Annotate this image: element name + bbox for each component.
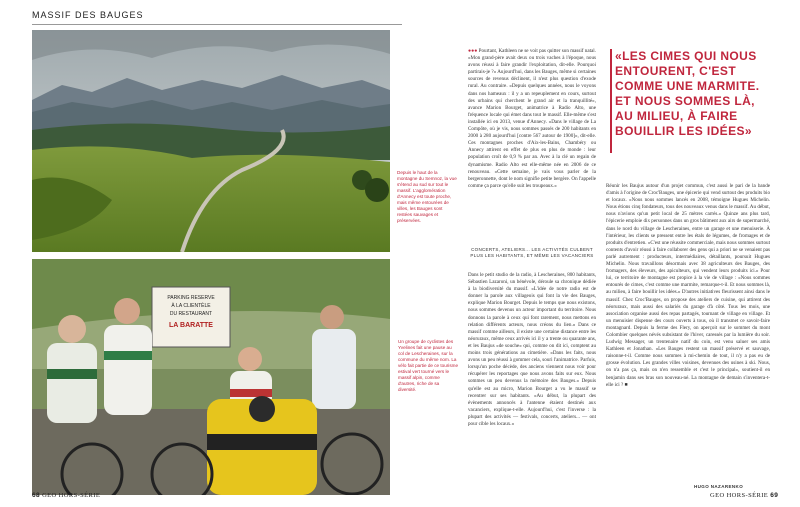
sign-line-3: DU RESTAURANT bbox=[169, 311, 213, 317]
pull-quote-rule bbox=[610, 49, 612, 153]
restaurant-sign bbox=[152, 287, 230, 347]
article-column-1a bbox=[468, 48, 596, 190]
section-title: MASSIF DES BAUGES bbox=[32, 10, 144, 20]
header-rule bbox=[32, 24, 402, 25]
article-column-2: Réunir les Baujus autour d'un projet commun, c'est aussi le pari de la bande d'amis à l'origine de Croc'Bauges, une épicerie qui vend surtout des produits bio et locaux. «Nous nous sommes lancés en 2008, témoigne Hugues Michelin. Nous étions cinq fondateurs, tous des nouveaux venus dans le massif. Au début, nous n'avions qu'un petit local de 25 mètres carrés.» Quinze ans plus tard, l'épicerie emploie dix personnes dans un gros bâtiment aux airs de supermarché, dans le nord du village de Lescheraines, entre un garage et une menuiserie. À l'intérieur, les clients se pressent entre les étals de légumes, de fromages et de produits d'entretien. «C'est une réussite commerciale, mais nous sommes surtout contents d'avoir réussi à faire collaborer des gens qui a priori ne se venaient pas parlé autrement : producteurs, intermédiaires, détaillants, poursuit Hugues Michelin. Nous travaillons désormais avec 38 agriculteurs des Bauges, des fromagers, des éleveurs, des apiculteurs, qui vendent leurs produits ici.» Pour lui, ce territoire de montagne est propice à la vie de village : «Nous sommes entourés de cimes, c'est comme une marmite, remarque-t-il. Et nous sommes là, au milieu, à faire bouillir les idées.» D'autres initiatives fleurissent ainsi dans le massif. Chez Croc'Bauges, on propose des ateliers de cuisine, qui attirent des néoruraux, mais aussi des salariés du garage d'à côté. Tous les mois, une association organise aussi des repas partagés, tournant de village en village. Et un menuisier dispense des cours ouverts à tous, où il transmet ce savoir-faire montagnard. Depuis la ferme des Flery, on aperçoit sur le sommet du mont Colombier quelques névés subsistant de l'hiver, caressés par la lumière du soir. Ludwig Messager, un trentenaire natif du coin, est venu saluer ses amis Kathleen et Jonathan. «Les Bauges restent un massif préservé et sauvage, raisonne-t-il. Comme nous sommes à mi-chemin de tout, il n'y a pas eu de grosse évolution. Les grandes villes voisines, devenues des usines à ski. Nous, on n'a pas ça, mais on n'en ressemble et c'est le principal», soutient-il en benjamin dans ses bras son nouveau-né. La montagne de demain s'inventera-t-elle ici ? ■ bbox=[606, 183, 770, 388]
cyclists-photo bbox=[32, 259, 390, 495]
pull-quote-large: «LES CIMES QUI NOUS ENTOURENT, C'EST COMME UNE MARMITE. ET NOUS SOMMES LÀ, AU MILIEU, À FAIRE BOUILLIR LES IDÉES» bbox=[615, 49, 760, 138]
article-text-1a: Pourtant, Kathleen ne se voit pas quitter son massif natal. «Mon grand-père avait deux ou trois vaches à l'époque, nous avons réussi à faire grandir l'exploitation, dit-elle. Pourquoi partirais-je ?» Aujourd'hui, dans les Bauges, même si certaines sources de revenus déclinent, il n'est plus question d'exode rural. Au contraire. «Depuis quelques années, nous le voyons dans nos hameaux : il y a un repeuplement en cours, surtout des urbains qui cherchent le grand air et la tranquillité», avance Marion Bourget, animatrice à Radio Alto, une fréquence locale qui émet dans tout le massif. Elle-même s'est installée ici en 2013, venue d'Annecy. «Dans le village de La Compôte, où je vis, nous sommes passés de 200 habitants en 2000 à 280 aujourd'hui [contre 567 autour de 1900]», dit-elle. Ces montagnes proches d'Aix-les-Bains, Chambéry ou Annecy attirent en effet de plus en plus de monde : leur population croît de 0,9 % par an. Avec à la clé un regain de dynamisme. Radio Alto est elle-même née en 2006 de ce renouveau. «Cette semaine, je vais vous parler de la bergeronnette, dont le nom signifie petite bergère. On l'appelle comme ça parce qu'elle suit les troupeaux.» bbox=[468, 48, 596, 189]
landscape-photo bbox=[32, 30, 390, 252]
sign-line-2: À LA CLIENTÈLE bbox=[171, 303, 211, 309]
article-column-1b: Dans le petit studio de la radio, à Lescheraines, 800 habitants, Sébastien Lazaroni, un bénévole, déroule sa chronique dédiée à la biodiversité du massif. «L'idée de notre radio est de donner la parole aux villageois qui font la vie des Bauges, explique Marion Bourget. Depuis le temps que nous existons, nous sommes devenus un acteur important du territoire. Nous donnons la parole à ceux qui font rarement, nous mettons en relation différents acteurs, nous créons du lien.» Dans ce massif comme ailleurs, il existe une certaine distance entre les néoruraux, même ceux arrivés ici il y a trente ou quarante ans, et les Baujus «de souche» qui, comme on dit ici, comptent au moins trois générations au cimetière. «Dans les faits, nous avons un peu réussi à gommer cela, souri l'animatrice. Parfois, lorsqu'un poche décède, des anciens viennent nous voir pour récupérer les reportages que nous avons faits sur eux. Nous sommes un peu devenus la mémoire des Bauges.» Depuis qu'elle est au micro, Marion Bourget a vu le massif se recentrer sur ses habitants. «Au début, la plupart des évènements annoncés à l'antenne étaient destinés aux vacanciers, explique-t-elle. Aujourd'hui, c'est l'inverse : la plupart des activités — festivals, concerts, ateliers... — ont pour cible les locaux.» bbox=[468, 272, 596, 427]
caption-bottom: Un groupe de cyclistes des Yvelines fait une pause au col de Lescheraines, sur la commune du même nom. La vélo fait partie de ce tourisme estival vert tourné vers le massif alpin, comme d'autres, riche de sa diversité. bbox=[398, 339, 459, 392]
folio-left bbox=[32, 492, 100, 499]
caption-top: Depuis le haut de la montagne du Semnoz, la vue s'étend au sud sur tout le massif. L'agglomération d'Annecy est toute proche, mais même entourées de villes, les Bauges sont restées sauvages et préservées. bbox=[397, 170, 457, 223]
magazine-name-right: GEO HORS-SÉRIE bbox=[710, 492, 769, 499]
pull-quote-small: CONCERTS, ATELIERS... LES ACTIVITÉS CULBENT PLUS LES HABITANTS, ET MÊME LES VACANCIERS bbox=[470, 247, 594, 258]
folio-right bbox=[710, 492, 778, 499]
lead-marker: ●●● bbox=[468, 48, 478, 54]
page-number-right: 69 bbox=[770, 492, 779, 499]
sign-line-4: LA BARATTE bbox=[169, 322, 213, 329]
magazine-name-left: GEO HORS-SÉRIE bbox=[42, 492, 101, 499]
photo-credit: HUGO NAZARENKO bbox=[694, 484, 744, 489]
sign-line-1: PARKING RESERVE bbox=[167, 295, 215, 301]
page-number-left: 68 bbox=[32, 492, 41, 499]
